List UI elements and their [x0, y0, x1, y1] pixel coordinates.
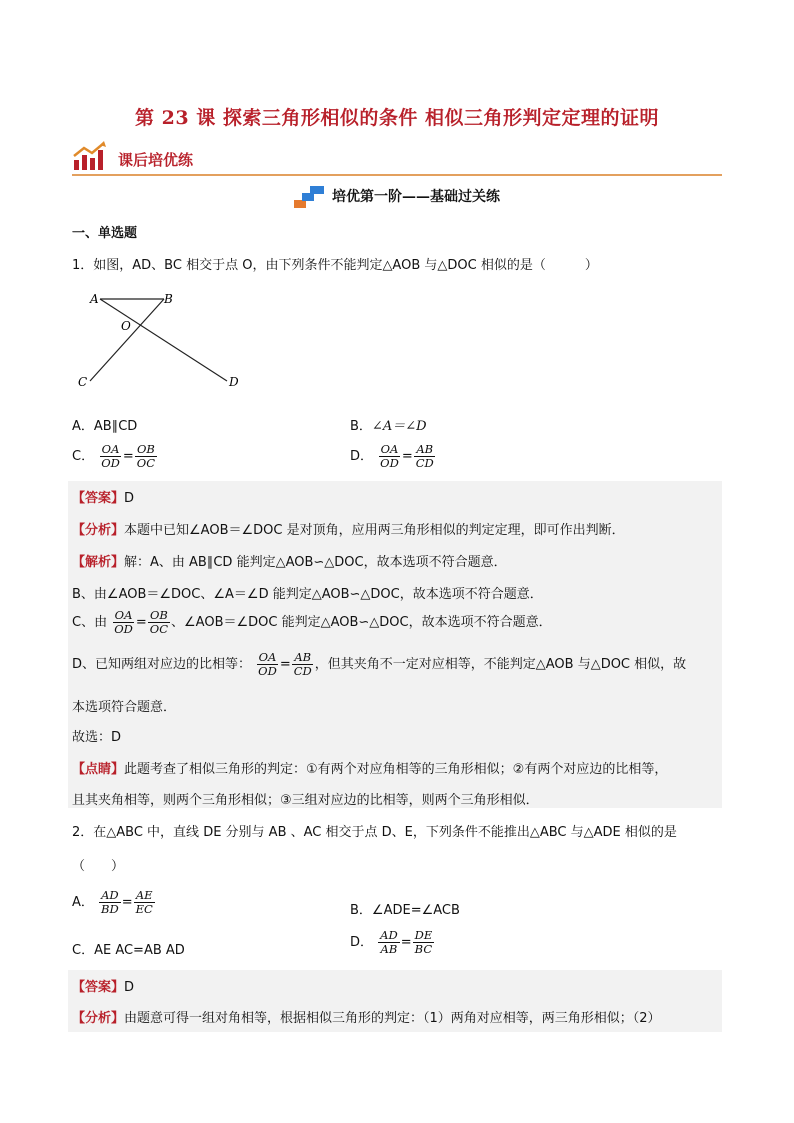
fraction: $\frac{OA}{OD}$ [114, 608, 133, 636]
q1-option-b [350, 415, 427, 434]
chart-growth-icon [72, 140, 108, 172]
fraction: $\frac{OA}{OD}$ [101, 442, 120, 470]
q1-option-a: A．AB∥CD [72, 419, 138, 434]
fraction: $\frac{OB}{OC}$ [149, 608, 169, 636]
q1-option-c: C． $\frac{OA}{OD}$ = $\frac{OB}{OC}$ [72, 442, 156, 470]
stairs-icon [294, 186, 326, 208]
point-a-label: A [90, 292, 99, 306]
solution-c-prefix: C、由 [72, 615, 108, 630]
q2-option-a: A． $\frac{AD}{BD}$ = $\frac{AE}{EC}$ [72, 888, 153, 916]
page-title: 第 23 课 探索三角形相似的条件 相似三角形判定定理的证明 [135, 107, 659, 129]
stage-label: 培优第一阶——基础过关练 [332, 189, 500, 205]
answer-tag: 【答案】 [72, 980, 125, 995]
q2-answer [72, 976, 134, 995]
point-o-label: O [121, 319, 131, 333]
fraction: $\frac{AD}{BD}$ [101, 888, 119, 916]
analysis-text: 本题中已知∠AOB＝∠DOC 是对顶角，应用两三角形相似的判定定理，即可作出判断． [124, 523, 625, 538]
fraction: $\frac{DE}{BC}$ [414, 928, 433, 956]
comment-text: 此题考查了相似三角形的判定：①有两个对应角相等的三角形相似；②有两个对应边的比相等， [124, 762, 668, 777]
q2-option-a-label: A． [72, 895, 94, 910]
q1-stem: 1．如图，AD、BC 相交于点 O，由下列条件不能判定△AOB 与△DOC 相似的是（ ） [72, 258, 598, 273]
point-c-label: C [78, 375, 88, 389]
segment-bc [90, 299, 164, 381]
q1-analysis [72, 519, 625, 538]
fraction: $\frac{AE}{EC}$ [135, 888, 153, 916]
segment-ad [100, 299, 227, 381]
section-rule [72, 174, 722, 176]
q1-solution-d-line2: 本选项符合题意． [72, 700, 177, 715]
section-label: 课后培优练 [118, 151, 194, 169]
q1-solution-c: C、由 $\frac{OA}{OD}$ = $\frac{OB}{OC}$ 、∠AOB＝∠DOC 能判定△AOB∽△DOC，故本选项不符合题意． [72, 608, 552, 636]
q1-comment-line1 [72, 758, 667, 777]
q2-stem-line2: （ ） [72, 859, 125, 874]
analysis-tag: 【分析】 [72, 523, 125, 538]
q1-option-d-label: D． [350, 449, 374, 464]
fraction: $\frac{OA}{OD}$ [258, 650, 277, 678]
q1-option-b-text: ∠A＝∠D [371, 419, 427, 434]
q1-option-d: D． $\frac{OA}{OD}$ = $\frac{AB}{CD}$ [350, 442, 434, 470]
q1-solution-a [72, 551, 507, 570]
fraction: $\frac{OB}{OC}$ [136, 442, 156, 470]
q2-option-c: C．AE AC=AB AD [72, 943, 185, 958]
comment-tag: 【点睛】 [72, 762, 125, 777]
stage-heading [0, 186, 794, 208]
analysis-tag: 【分析】 [72, 1011, 125, 1026]
solution-c-suffix: 、∠AOB＝∠DOC 能判定△AOB∽△DOC，故本选项不符合题意． [171, 615, 552, 630]
answer-value: D [124, 980, 135, 995]
fraction: $\frac{AB}{CD}$ [293, 650, 312, 678]
solution-tag: 【解析】 [72, 555, 125, 570]
q1-option-c-label: C． [72, 449, 95, 464]
q2-stem-line1: 2．在△ABC 中，直线 DE 分别与 AB 、AC 相交于点 D、E，下列条件不能推出△ABC 与△ADE 相似的是 [72, 825, 677, 840]
fraction: $\frac{OA}{OD}$ [380, 442, 399, 470]
q1-solution-b: B、由∠AOB＝∠DOC、∠A＝∠D 能判定△AOB∽△DOC，故本选项不符合题意． [72, 587, 543, 602]
q1-solution-d: D、已知两组对应边的比相等： $\frac{OA}{OD}$ = $\frac{AB}{CD}$ ，但其夹角不一定对应相等，不能判定△AOB 与△DOC 相似，故 [72, 650, 687, 678]
q1-answer [72, 487, 134, 506]
q2-option-d: D． $\frac{AD}{AB}$ = $\frac{DE}{BC}$ [350, 928, 433, 956]
fraction: $\frac{AD}{AB}$ [380, 928, 398, 956]
q1-option-b-label: B． [350, 419, 372, 434]
solution-d-suffix: ，但其夹角不一定对应相等，不能判定△AOB 与△DOC 相似，故 [314, 657, 687, 672]
section-header [72, 140, 722, 176]
q2-option-b: B．∠ADE=∠ACB [350, 903, 460, 918]
q1-comment-line2: 且其夹角相等，则两个三角形相似；③三组对应边的比相等，则两个三角形相似． [72, 793, 539, 808]
analysis-text: 由题意可得一组对角相等，根据相似三角形的判定：（1）两角对应相等，两三角形相似；（2） [124, 1011, 661, 1026]
q2-option-d-label: D． [350, 935, 374, 950]
answer-value: D [124, 491, 135, 506]
part-heading: 一、单选题 [72, 226, 138, 241]
solution-text: 解：A、由 AB∥CD 能判定△AOB∽△DOC，故本选项不符合题意． [124, 555, 507, 570]
q1-figure [72, 290, 252, 390]
point-d-label: D [229, 375, 239, 389]
solution-d-prefix: D、已知两组对应边的比相等： [72, 657, 252, 672]
fraction: $\frac{AB}{CD}$ [415, 442, 434, 470]
q1-choose: 故选：D [72, 730, 122, 745]
answer-tag: 【答案】 [72, 491, 125, 506]
point-b-label: B [164, 292, 173, 306]
q2-analysis [72, 1007, 661, 1026]
